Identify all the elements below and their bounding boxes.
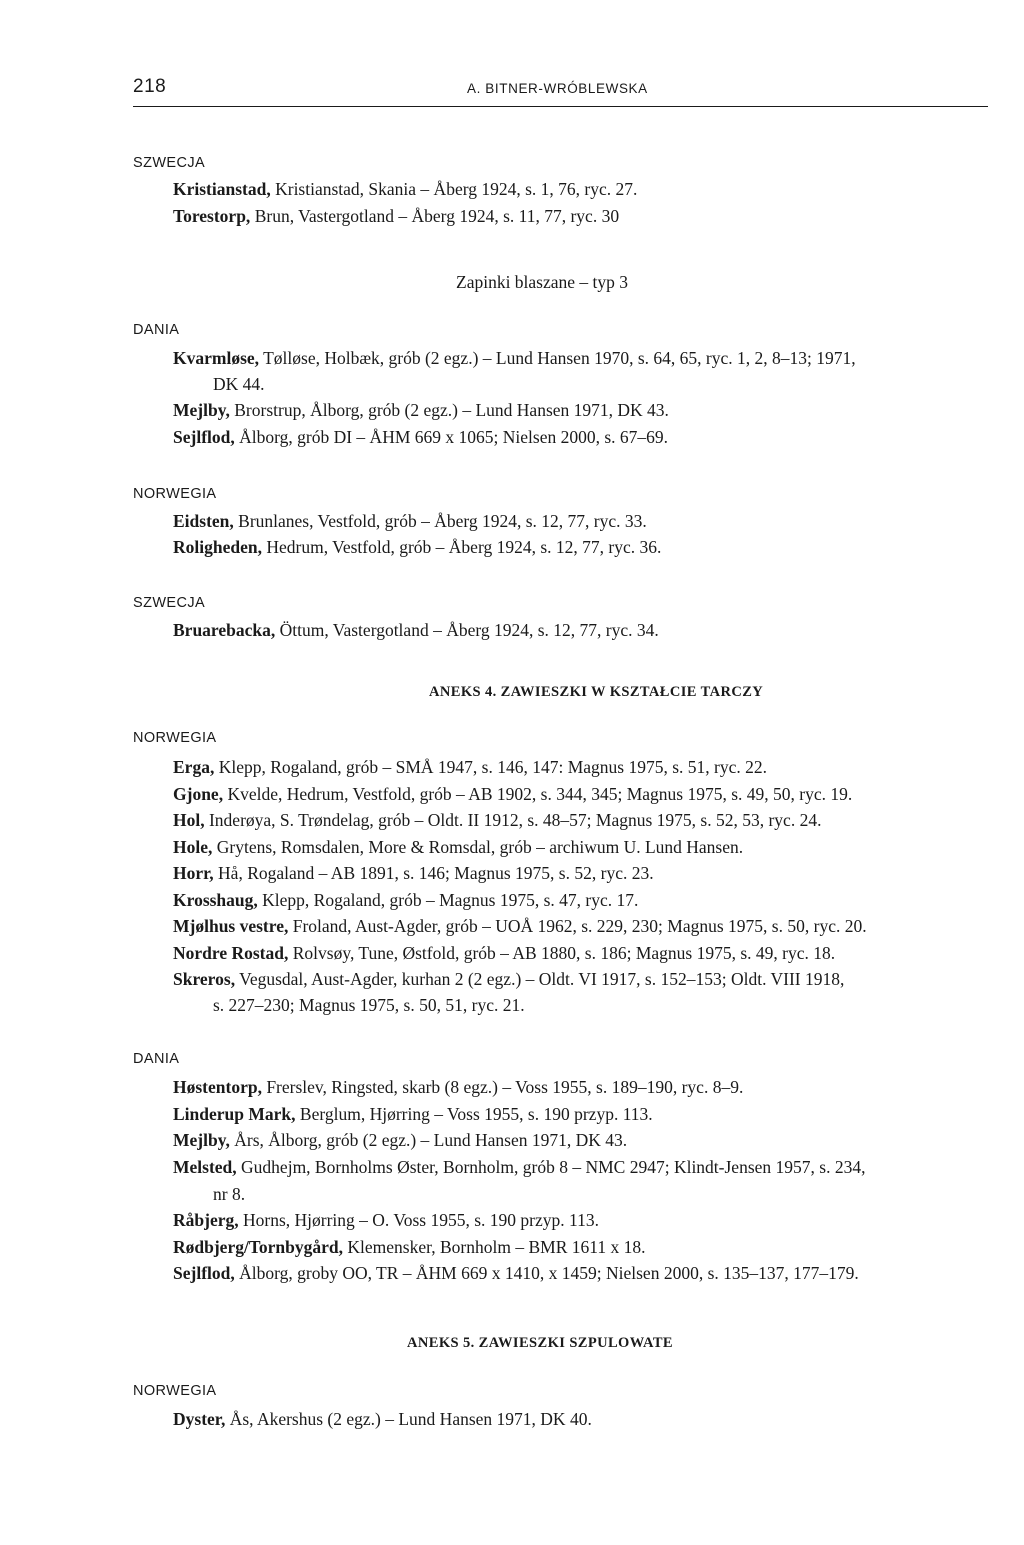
entry-text: Horns, Hjørring – O. Voss 1955, s. 190 przyp. 113. (238, 1210, 599, 1230)
site-name: Bruarebacka, (173, 620, 276, 640)
catalog-entry (173, 535, 661, 559)
site-name: Kristianstad, (173, 179, 271, 199)
entry-text: Års, Ålborg, grób (2 egz.) – Lund Hansen 1971, DK 43. (229, 1130, 628, 1150)
entry-text: Klepp, Rogaland, grób – Magnus 1975, s. 47, ryc. 17. (257, 890, 639, 910)
catalog-entry (173, 425, 668, 449)
site-name: Horr, (173, 863, 214, 883)
site-name: Linderup Mark, (173, 1104, 296, 1124)
catalog-entry (173, 1208, 599, 1232)
site-name: Rødbjerg/Tornbygård, (173, 1237, 344, 1257)
catalog-entry (173, 509, 647, 533)
page-header (133, 76, 988, 107)
site-name: Dyster, (173, 1409, 226, 1429)
catalog-entry (173, 1128, 627, 1152)
country-heading: NORWEGIA (133, 1383, 217, 1399)
entry-text: Klepp, Rogaland, grób – SMÅ 1947, s. 146, 147: Magnus 1975, s. 51, ryc. 22. (214, 757, 768, 777)
site-name: Torestorp, (173, 206, 251, 226)
entry-continuation: s. 227–230; Magnus 1975, s. 50, 51, ryc. 21. (213, 995, 525, 1015)
catalog-entry (173, 1261, 859, 1285)
site-name: Mjølhus vestre, (173, 916, 289, 936)
country-heading: SZWECJA (133, 595, 206, 611)
catalog-entry (173, 618, 659, 642)
running-head: A. BITNER-WRÓBLEWSKA (467, 81, 648, 96)
catalog-entry (173, 782, 852, 806)
entry-text: Vegusdal, Aust-Agder, kurhan 2 (2 egz.) – Oldt. VI 1917, s. 152–153; Oldt. VIII 1918, (235, 969, 845, 989)
entry-text: Öttum, Vastergotland – Åberg 1924, s. 12, 77, ryc. 34. (275, 620, 659, 640)
entry-text: Tølløse, Holbæk, grób (2 egz.) – Lund Hansen 1970, s. 64, 65, ryc. 1, 2, 8–13; 1971, (259, 348, 856, 368)
catalog-entry (173, 808, 821, 832)
catalog-entry (173, 1155, 865, 1179)
entry-text: Rolvsøy, Tune, Østfold, grób – AB 1880, s. 186; Magnus 1975, s. 49, ryc. 18. (288, 943, 836, 963)
page-number: 218 (133, 76, 167, 97)
catalog-entry (173, 941, 835, 965)
entry-text: Brun, Vastergotland – Åberg 1924, s. 11, 77, ryc. 30 (250, 206, 620, 226)
catalog-entry (173, 398, 669, 422)
catalog-entry (173, 914, 867, 938)
country-heading: NORWEGIA (133, 486, 217, 502)
entry-text: Ås, Akershus (2 egz.) – Lund Hansen 1971, DK 40. (225, 1409, 592, 1429)
site-name: Sejlflod, (173, 427, 235, 447)
entry-text: Brorstrup, Ålborg, grób (2 egz.) – Lund Hansen 1971, DK 43. (229, 400, 669, 420)
site-name: Hole, (173, 837, 213, 857)
country-heading: SZWECJA (133, 155, 206, 171)
country-heading: DANIA (133, 1051, 180, 1067)
catalog-entry (173, 346, 856, 370)
catalog-entry (173, 967, 844, 991)
site-name: Erga, (173, 757, 215, 777)
entry-text: Brunlanes, Vestfold, grób – Åberg 1924, s. 12, 77, ryc. 33. (233, 511, 647, 531)
catalog-entry (173, 1407, 592, 1431)
site-name: Råbjerg, (173, 1210, 239, 1230)
entry-text: Froland, Aust-Agder, grób – UOÅ 1962, s. 229, 230; Magnus 1975, s. 50, ryc. 20. (288, 916, 867, 936)
catalog-entry (173, 1235, 645, 1259)
site-name: Melsted, (173, 1157, 237, 1177)
catalog-entry (173, 755, 767, 779)
site-name: Sejlflod, (173, 1263, 235, 1283)
entry-text: Kristianstad, Skania – Åberg 1924, s. 1, 76, ryc. 27. (270, 179, 638, 199)
annex-heading: ANEKS 5. ZAWIESZKI SZPULOWATE (407, 1335, 673, 1351)
entry-text: Kvelde, Hedrum, Vestfold, grób – AB 1902, s. 344, 345; Magnus 1975, s. 49, 50, ryc. 19. (223, 784, 853, 804)
site-name: Krosshaug, (173, 890, 258, 910)
entry-text: Hedrum, Vestfold, grób – Åberg 1924, s. 12, 77, ryc. 36. (261, 537, 662, 557)
entry-continuation: nr 8. (213, 1184, 246, 1204)
entry-text: Inderøya, S. Trøndelag, grób – Oldt. II 1912, s. 48–57; Magnus 1975, s. 52, 53, ryc. 24. (204, 810, 822, 830)
entry-text: Ålborg, groby OO, TR – ÅHM 669 x 1410, x 1459; Nielsen 2000, s. 135–137, 177–179. (234, 1263, 859, 1283)
site-name: Kvarmløse, (173, 348, 260, 368)
country-heading: DANIA (133, 322, 180, 338)
entry-text: Hå, Rogaland – AB 1891, s. 146; Magnus 1975, s. 52, ryc. 23. (213, 863, 654, 883)
site-name: Gjone, (173, 784, 224, 804)
site-name: Roligheden, (173, 537, 262, 557)
entry-text: Klemensker, Bornholm – BMR 1611 x 18. (343, 1237, 646, 1257)
entry-text: Gudhejm, Bornholms Øster, Bornholm, grób 8 – NMC 2947; Klindt-Jensen 1957, s. 234, (236, 1157, 866, 1177)
site-name: Nordre Rostad, (173, 943, 289, 963)
catalog-entry (173, 835, 743, 859)
site-name: Hol, (173, 810, 205, 830)
entry-text: Berglum, Hjørring – Voss 1955, s. 190 przyp. 113. (295, 1104, 653, 1124)
site-name: Høstentorp, (173, 1077, 262, 1097)
entry-text: Grytens, Romsdalen, More & Romsdal, grób – archiwum U. Lund Hansen. (212, 837, 744, 857)
catalog-entry (173, 177, 637, 201)
catalog-entry (173, 861, 654, 885)
site-name: Skreros, (173, 969, 236, 989)
site-name: Mejlby, (173, 400, 230, 420)
site-name: Mejlby, (173, 1130, 230, 1150)
catalog-entry (173, 1102, 653, 1126)
entry-continuation: DK 44. (213, 374, 265, 394)
annex-heading: ANEKS 4. ZAWIESZKI W KSZTAŁCIE TARCZY (429, 684, 764, 700)
site-name: Eidsten, (173, 511, 234, 531)
section-heading: Zapinki blaszane – typ 3 (456, 272, 629, 292)
entry-text: Frerslev, Ringsted, skarb (8 egz.) – Voss 1955, s. 189–190, ryc. 8–9. (261, 1077, 744, 1097)
country-heading: NORWEGIA (133, 730, 217, 746)
catalog-entry (173, 1075, 743, 1099)
catalog-entry (173, 204, 619, 228)
catalog-entry (173, 888, 638, 912)
entry-text: Ålborg, grób DI – ÅHM 669 x 1065; Nielsen 2000, s. 67–69. (234, 427, 669, 447)
